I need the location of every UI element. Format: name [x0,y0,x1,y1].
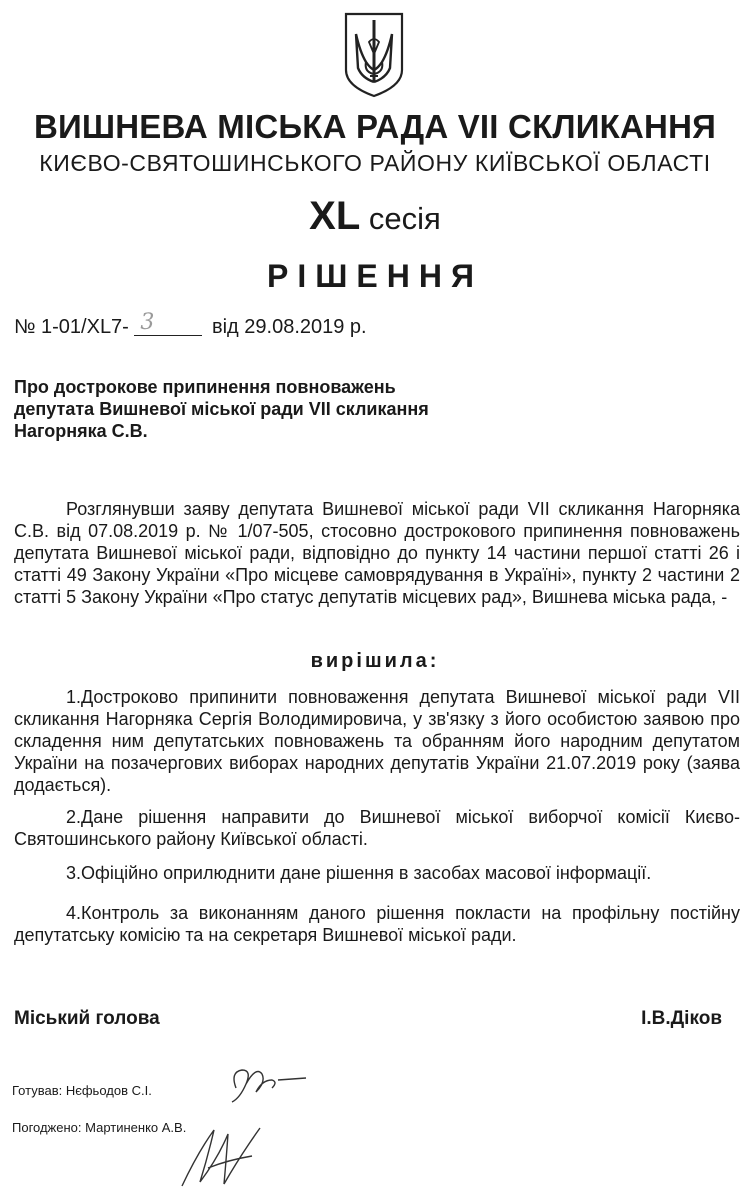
session-number: XL [309,194,361,238]
mayor-name: І.В.Діков [641,1008,722,1029]
council-title: ВИШНЕВА МІСЬКА РАДА VII СКЛИКАННЯ [33,108,717,145]
decision-item: 3.Офіційно оприлюднити дане рішення в засобах масової інформації. [66,863,652,883]
decision-item: 4.Контроль за виконанням даного рішення покласти на профільну постійну депутатську комісію та на секретаря Вишневої міської ради. [14,903,740,945]
decision-item: 2.Дане рішення направити до Вишневої міської виборчої комісії Києво-Святошинського району Київської області. [14,807,740,849]
subject-line: депутата Вишневої міської ради VII скликання [14,399,429,419]
trident-coat-of-arms-icon [344,12,404,98]
mayor-label: Міський голова [14,1008,160,1029]
decision-subject [14,376,474,442]
preamble-paragraph: Розглянувши заяву депутата Вишневої міської ради VII скликання Нагорняка С.В. від 07.08.2019 р. № 1/07-505, стосовно дострокового припинення повноважень депутата Вишневої міської ради, відповідно до пункту 14 частини першої статті 26 і статті 49 Закону України «Про місцеве самоврядування в Україні», пункту 2 частини 2 статті 5 Закону України «Про статус депутатів місцевих рад», Вишнева міська рада, - [14,499,740,607]
signature-prepared [222,1058,312,1108]
decision-number-prefix: № 1-01/XL7- [14,316,129,338]
signature-agreed [178,1112,278,1192]
document-type-heading: РІШЕННЯ [267,258,483,294]
prepared-by: Готував: Нєфьодов С.І. [12,1083,152,1098]
decided-heading: вирішила: [310,650,440,672]
decision-number-line [14,310,367,339]
decision-date: від 29.08.2019 р. [211,316,367,338]
subject-line: Про дострокове припинення повноважень [14,377,396,397]
subject-line: Нагорняка С.В. [14,421,148,441]
decision-item: 1.Достроково припинити повноваження депутата Вишневої міської ради VII скликання Нагорняка Сергія Володимировича, у зв'язку з його особистою заявою про складення ним депутатських повноважень та обранням його народним депутатом України на позачергових виборах народних депутатів України 21.07.2019 року (заява додається). [14,687,740,795]
decision-number-blank [134,310,202,336]
session-word: сесія [368,201,441,236]
session-line [0,194,750,239]
agreed-by: Погоджено: Мартиненко А.В. [12,1120,187,1135]
council-subtitle: КИЄВО-СВЯТОШИНСЬКОГО РАЙОНУ КИЇВСЬКОЇ ОБЛАСТІ [39,150,711,176]
handwritten-number: 3 [140,310,155,335]
